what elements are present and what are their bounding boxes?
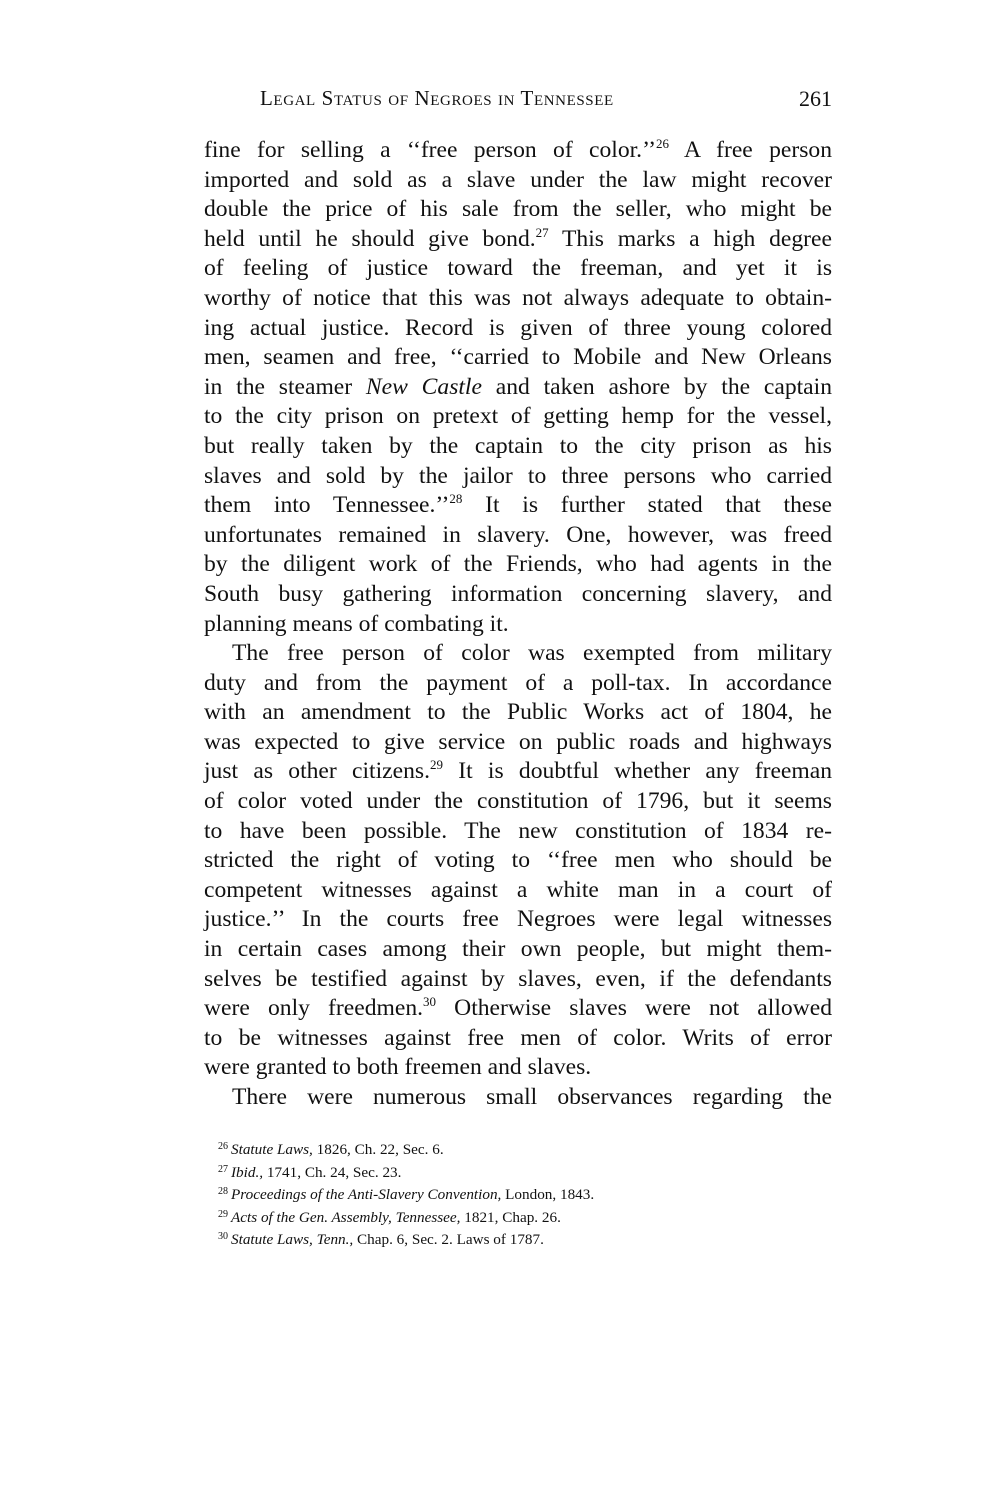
text-line: [204, 343, 832, 373]
text-line: [204, 757, 832, 787]
italic-text: Statute Laws, Tenn.,: [231, 1231, 354, 1249]
text-run: planning means of combating it.: [204, 610, 509, 637]
text-run: double the price of his sale from the seller, who might be: [204, 196, 832, 223]
text-line: [204, 550, 832, 580]
text-run: imported and sold as a slave under the law might recover: [204, 166, 832, 193]
text-run: 1826, Ch. 22, Sec. 6.: [312, 1141, 444, 1158]
text-run: London, 1843.: [501, 1186, 595, 1204]
footnote-reference: 29: [429, 757, 443, 773]
italic-text: New Castle: [365, 373, 482, 400]
text-line: [204, 787, 832, 817]
text-run: This marks a high degree: [548, 225, 832, 252]
text-run: A free person: [669, 137, 832, 163]
running-title: Legal Status of Negroes in Tennessee: [260, 86, 614, 110]
text-line: [204, 817, 832, 847]
text-line: [204, 136, 832, 166]
text-run: justice.’’ In the courts free Negroes were legal witnesses: [204, 906, 832, 933]
footnote-reference: 30: [423, 994, 437, 1010]
text-run: South busy gathering information concerning slavery, and: [204, 580, 832, 607]
text-line: [204, 462, 832, 492]
text-run: was expected to give service on public roads and highways: [204, 728, 832, 755]
text-run: of feeling of justice toward the freeman, and yet it is: [204, 255, 832, 282]
text-run: of color voted under the constitution of 1796, but it seems: [204, 788, 832, 815]
text-run: just as other citizens.: [204, 758, 430, 785]
body-text: [204, 136, 832, 1113]
text-run: by the diligent work of the Friends, who had agents in the: [204, 551, 832, 578]
text-line: [204, 1024, 832, 1054]
text-line: [204, 994, 832, 1024]
text-run: duty and from the payment of a poll-tax. In accordance: [204, 669, 832, 696]
footnote-reference: 27: [218, 1163, 228, 1175]
text-line: [204, 225, 832, 255]
text-run: held until he should give bond.: [204, 225, 536, 252]
text-line: [204, 1083, 832, 1113]
italic-text: Proceedings of the Anti-Slavery Convention,: [231, 1186, 502, 1204]
text-run: and taken ashore by the captain: [481, 373, 832, 400]
text-line: [204, 935, 832, 965]
text-line: [204, 521, 832, 551]
text-run: ing actual justice. Record is given of three young colored: [204, 314, 832, 341]
text-run: There were numerous small observances regarding the: [232, 1084, 832, 1110]
text-line: [204, 639, 832, 669]
text-run: were only freedmen.: [204, 995, 424, 1022]
text-line: [204, 254, 832, 284]
text-line: [204, 728, 832, 758]
text-line: [204, 284, 832, 314]
footnotes: [218, 1139, 818, 1252]
text-line: [204, 846, 832, 876]
text-run: but really taken by the captain to the city prison as his: [204, 432, 832, 459]
text-run: them into Tennessee.’’: [204, 492, 450, 519]
text-line: [204, 876, 832, 906]
italic-text: Ibid.,: [231, 1163, 264, 1181]
italic-text: Statute Laws,: [231, 1141, 313, 1158]
text-run: 1741, Ch. 24, Sec. 23.: [263, 1163, 402, 1181]
text-run: competent witnesses against a white man in a court of: [204, 876, 832, 903]
text-line: [204, 491, 832, 521]
footnote: [218, 1139, 818, 1162]
page-header: [204, 86, 832, 116]
text-run: slaves and sold by the jailor to three persons who carried: [204, 462, 832, 489]
text-run: selves be testified against by slaves, even, if the defendants: [204, 965, 832, 992]
footnote-reference: 27: [535, 224, 549, 240]
text-line: [204, 402, 832, 432]
text-line: [204, 965, 832, 995]
footnote-reference: 28: [449, 491, 463, 507]
text-run: fine for selling a ‘‘free person of color.’’: [204, 137, 657, 163]
footnote-reference: 30: [218, 1231, 228, 1243]
italic-text: Acts of the Gen. Assembly, Tennessee,: [231, 1208, 461, 1226]
footnote: [218, 1162, 818, 1185]
footnote-reference: 28: [218, 1186, 228, 1198]
footnote-reference: 29: [218, 1208, 228, 1220]
text-run: stricted the right of voting to ‘‘free men who should be: [204, 847, 832, 874]
footnote-reference: 26: [656, 136, 670, 151]
text-run: It is further stated that these: [462, 492, 832, 519]
text-run: were granted to both freemen and slaves.: [204, 1054, 592, 1081]
page-number: 261: [799, 86, 832, 111]
text-line: [204, 669, 832, 699]
text-run: It is doubtful whether any freeman: [442, 758, 833, 785]
text-run: worthy of notice that this was not always adequate to obtain-: [204, 284, 832, 311]
text-line: [204, 166, 832, 196]
text-run: in certain cases among their own people, but might them-: [204, 936, 832, 963]
text-run: Chap. 6, Sec. 2. Laws of 1787.: [353, 1231, 544, 1249]
text-line: [204, 373, 832, 403]
text-line: [204, 432, 832, 462]
text-run: in the steamer: [204, 373, 366, 400]
text-line: [204, 195, 832, 225]
text-line: [204, 905, 832, 935]
text-line: [204, 1053, 832, 1083]
text-run: to have been possible. The new constitution of 1834 re-: [204, 817, 832, 844]
text-line: [204, 698, 832, 728]
text-run: men, seamen and free, ‘‘carried to Mobile and New Orleans: [204, 344, 832, 371]
text-run: The free person of color was exempted from military: [232, 640, 832, 667]
text-run: to be witnesses against free men of color. Writs of error: [204, 1024, 832, 1051]
text-run: to the city prison on pretext of getting hemp for the vessel,: [204, 403, 832, 430]
text-line: [204, 580, 832, 610]
footnote-reference: 26: [218, 1141, 228, 1152]
text-run: with an amendment to the Public Works act of 1804, he: [204, 699, 832, 726]
footnote: [218, 1207, 818, 1230]
text-run: unfortunates remained in slavery. One, however, was freed: [204, 521, 832, 548]
text-run: 1821, Chap. 26.: [460, 1208, 561, 1226]
text-line: [204, 314, 832, 344]
footnote: [218, 1229, 818, 1252]
text-run: Otherwise slaves were not allowed: [436, 995, 832, 1022]
text-line: [204, 610, 832, 640]
footnote: [218, 1184, 818, 1207]
